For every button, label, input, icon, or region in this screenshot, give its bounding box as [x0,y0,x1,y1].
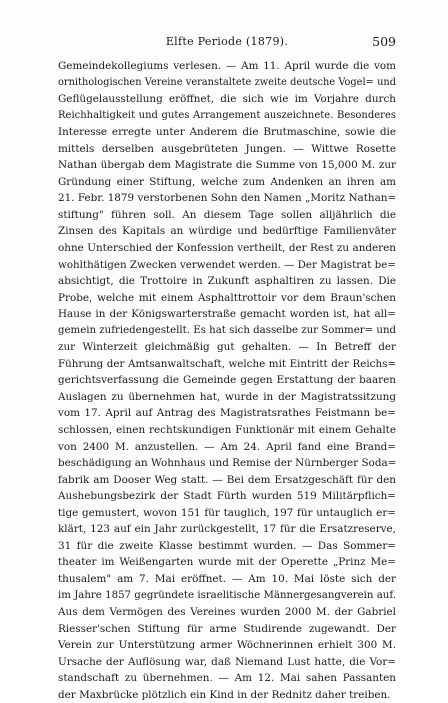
text-line: stiftung" führen soll. An diesem Tage sollen alljährlich die [58,208,396,221]
text-line: im Jahre 1857 gegründete israelitische Männergesangverein auf. [58,589,396,601]
text-line: Auslagen zu übernehmen hat, wurde in der Magistratssitzung [58,390,396,403]
text-line: standschaft zu übernehmen. — Am 12. Mai sahen Passanten [58,672,396,685]
text-line: Interesse erregte unter Anderem die Brutmaschine, sowie die [58,126,396,139]
text-line: Riesser'schen Stiftung für arme Studirende zugewandt. Der [58,622,396,635]
body-text [58,58,396,703]
text-line: tige gemustert, wovon 151 für tauglich, 197 für untauglich er= [58,506,396,519]
text-line: ornithologischen Vereine veranstaltete zweite deutsche Vogel= und [58,76,396,88]
text-line: schlossen, einen rechtskundigen Funktionär mit einem Gehalte [58,424,396,437]
text-line: gemein zufriedengestellt. Es hat sich dasselbe zur Sommer= und [58,324,396,336]
text-line: beschädigung an Wohnhaus und Remise der Nürnberger Soda= [58,457,396,470]
running-title: Elfte Periode (1879). [165,35,289,48]
text-line: Gründung einer Stiftung, welche zum Andenken an ihren am [58,175,396,188]
text-line: von 2400 M. anzustellen. — Am 24. April fand eine Brand= [58,440,396,453]
text-line: fabrik am Dooser Weg statt. — Bei dem Ersatzgeschäft für den [58,473,396,486]
text-line: Verein zur Unterstützung armer Wöchnerinnen erhielt 300 M. [58,639,396,652]
text-line: thusalem" am 7. Mai eröffnet. — Am 10. Mai löste sich der [58,572,396,585]
text-line: zur Winterzeit gleichmäßig gut gehalten. — In Betreff der [58,341,396,354]
text-line: Probe, welche mit einem Asphalttrottoir vor dem Braun'schen [58,291,396,304]
text-line: Geflügelausstellung eröffnet, die sich wie im Vorjahre durch [58,93,396,106]
text-line: ohne Unterschied der Konfession vertheilt, der Rest zu anderen [58,242,396,255]
running-header [58,34,396,50]
text-line: 21. Febr. 1879 verstorbenen Sohn den Namen „Moritz Nathan= [58,192,396,205]
text-line: klärt, 123 auf ein Jahr zurückgestellt, 17 für die Ersatzreserve, [58,523,396,536]
text-line: Aushebungsbezirk der Stadt Fürth wurden 519 Militärpflich= [58,490,396,503]
text-line: Führung der Amtsanwaltschaft, welche mit Eintritt der Reichs= [58,357,396,370]
text-line: vom 17. April auf Antrag des Magistratsrathes Feistmann be= [58,407,396,420]
text-line: mittels derselben ausgebrüteten Jungen. — Wittwe Rosette [58,142,396,155]
text-line: absichtigt, die Trottoire in Zukunft asphaltiren zu lassen. Die [58,275,396,288]
text-line: 31 für die zweite Klasse bestimmt wurden. — Das Sommer= [58,539,396,552]
text-line: Zinsen des Kapitals an würdige und bedürftige Familienväter [58,225,396,238]
page-number: 509 [372,34,396,49]
text-line: Hause in der Königswarterstraße gemacht worden ist, hat all= [58,308,396,321]
text-line: Nathan übergab dem Magistrate die Summe von 15,000 M. zur [58,159,396,172]
text-line: Ursache der Auflösung war, daß Niemand Lust hatte, die Vor= [58,655,396,668]
text-line: Aus dem Vermögen des Vereines wurden 2000 M. der Gabriel [58,606,396,619]
text-line: der Maxbrücke plötzlich ein Kind in der Rednitz daher treiben. [58,688,391,701]
text-line: theater im Weißengarten wurde mit der Operette „Prinz Me= [58,556,396,569]
text-line: gerichtsverfassung die Gemeinde gegen Erstattung der baaren [58,374,396,387]
text-line: Gemeindekollegiums verlesen. — Am 11. April wurde die vom [58,60,396,72]
text-line: wohlthätigen Zwecken verwendet werden. — Der Magistrat be= [58,258,396,271]
text-line: Reichhaltigkeit und gutes Arrangement auszeichnete. Besonderes [58,109,396,121]
